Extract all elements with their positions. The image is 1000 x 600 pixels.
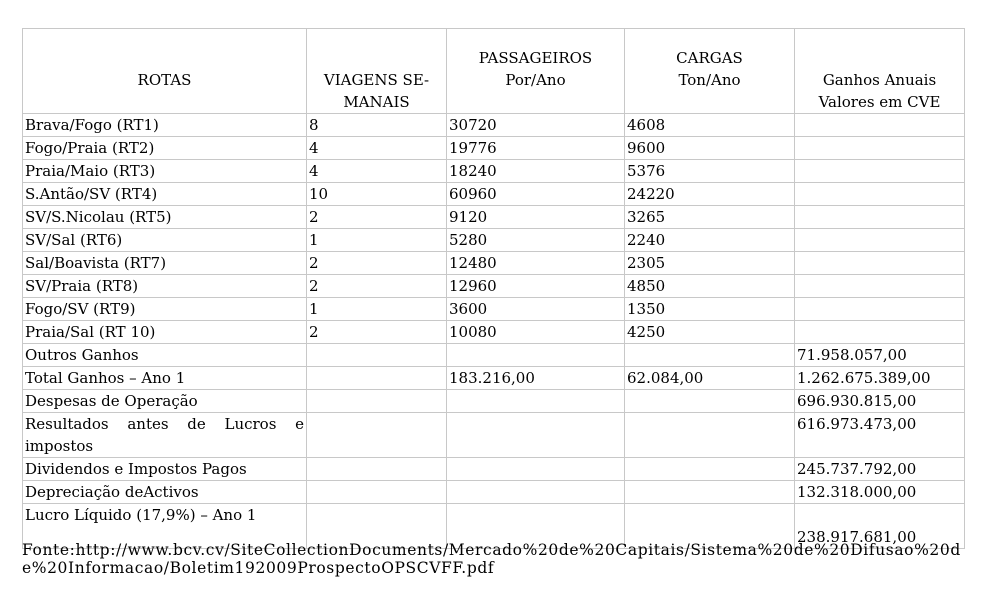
- cell-viagens: 2: [307, 321, 447, 344]
- cell-passageiros: 9120: [447, 206, 625, 229]
- cell-cargas: [625, 481, 795, 504]
- cell-viagens: [307, 458, 447, 481]
- cell-passageiros: 183.216,00: [447, 367, 625, 390]
- cell-ganhos: [795, 275, 965, 298]
- cell-rota: S.Antão/SV (RT4): [23, 183, 307, 206]
- cell-passageiros: [447, 344, 625, 367]
- table-row: [23, 183, 965, 206]
- cell-rota: SV/Sal (RT6): [23, 229, 307, 252]
- source-citation: Fonte:http://www.bcv.cv/SiteCollectionDocuments/Mercado%20de%20Capitais/Sistema%20de%20Difusao%20de%20Informacao/Boletim192009ProspectoOPSCVFF.pdf: [22, 541, 961, 577]
- cell-rota: Sal/Boavista (RT7): [23, 252, 307, 275]
- cell-rota: SV/Praia (RT8): [23, 275, 307, 298]
- cell-viagens: 1: [307, 229, 447, 252]
- cell-rota: Total Ganhos – Ano 1: [23, 367, 307, 390]
- header-rotas: ROTAS: [23, 29, 307, 114]
- cell-rota: Lucro Líquido (17,9%) – Ano 1: [23, 504, 307, 549]
- cell-viagens: 2: [307, 206, 447, 229]
- cell-cargas: 62.084,00: [625, 367, 795, 390]
- cell-ganhos: [795, 137, 965, 160]
- table-row: [23, 206, 965, 229]
- cell-viagens: 2: [307, 275, 447, 298]
- cell-ganhos: 1.262.675.389,00: [795, 367, 965, 390]
- cell-viagens: [307, 367, 447, 390]
- cell-rota: Fogo/Praia (RT2): [23, 137, 307, 160]
- header-passageiros: PASSAGEIROS Por/Ano: [447, 29, 625, 114]
- cell-viagens: 8: [307, 114, 447, 137]
- cell-cargas: 5376: [625, 160, 795, 183]
- cell-cargas: [625, 390, 795, 413]
- cell-ganhos: 132.318.000,00: [795, 481, 965, 504]
- cell-viagens: 4: [307, 137, 447, 160]
- cell-ganhos: [795, 183, 965, 206]
- table-row: [23, 413, 965, 458]
- cell-cargas: [625, 458, 795, 481]
- cell-cargas: 24220: [625, 183, 795, 206]
- cell-cargas: [625, 344, 795, 367]
- cell-ganhos: [795, 206, 965, 229]
- routes-table: [22, 28, 965, 549]
- cell-viagens: [307, 481, 447, 504]
- cell-ganhos: [795, 229, 965, 252]
- cell-rota: Dividendos e Impostos Pagos: [23, 458, 307, 481]
- header-ganhos: Ganhos Anuais Valores em CVE: [795, 29, 965, 114]
- cell-ganhos: [795, 114, 965, 137]
- cell-ganhos: 71.958.057,00: [795, 344, 965, 367]
- cell-cargas: 9600: [625, 137, 795, 160]
- table-row: [23, 137, 965, 160]
- cell-passageiros: 12480: [447, 252, 625, 275]
- cell-ganhos: [795, 298, 965, 321]
- cell-rota: Despesas de Operação: [23, 390, 307, 413]
- cell-passageiros: 30720: [447, 114, 625, 137]
- cell-cargas: 4250: [625, 321, 795, 344]
- cell-cargas: 2305: [625, 252, 795, 275]
- cell-passageiros: 19776: [447, 137, 625, 160]
- table-row: [23, 390, 965, 413]
- header-row: [23, 29, 965, 114]
- cell-passageiros: [447, 390, 625, 413]
- cell-ganhos: 616.973.473,00: [795, 413, 965, 458]
- cell-passageiros: 18240: [447, 160, 625, 183]
- cell-viagens: 1: [307, 298, 447, 321]
- cell-ganhos: [795, 321, 965, 344]
- cell-cargas: 2240: [625, 229, 795, 252]
- table-row: [23, 229, 965, 252]
- cell-viagens: [307, 390, 447, 413]
- table-row: [23, 458, 965, 481]
- table-row: [23, 298, 965, 321]
- table-row: [23, 321, 965, 344]
- table-row: [23, 481, 965, 504]
- cell-cargas: 4850: [625, 275, 795, 298]
- header-cargas: CARGAS Ton/Ano: [625, 29, 795, 114]
- cell-passageiros: 12960: [447, 275, 625, 298]
- cell-ganhos: 696.930.815,00: [795, 390, 965, 413]
- cell-rota: Fogo/SV (RT9): [23, 298, 307, 321]
- cell-viagens: 2: [307, 252, 447, 275]
- cell-viagens: 4: [307, 160, 447, 183]
- cell-viagens: [307, 344, 447, 367]
- cell-cargas: [625, 413, 795, 458]
- cell-ganhos: [795, 160, 965, 183]
- cell-viagens: [307, 413, 447, 458]
- cell-passageiros: [447, 413, 625, 458]
- cell-passageiros: 3600: [447, 298, 625, 321]
- cell-viagens: 10: [307, 183, 447, 206]
- table-row: [23, 275, 965, 298]
- cell-passageiros: 60960: [447, 183, 625, 206]
- cell-cargas: 1350: [625, 298, 795, 321]
- cell-cargas: 4608: [625, 114, 795, 137]
- cell-passageiros: [447, 458, 625, 481]
- cell-ganhos: 238.917.681,00: [795, 504, 965, 549]
- table-row: [23, 344, 965, 367]
- cell-rota: Praia/Maio (RT3): [23, 160, 307, 183]
- cell-rota: Resultados antes de Lucros e impostos: [23, 413, 307, 458]
- table-row: [23, 367, 965, 390]
- cell-passageiros: 10080: [447, 321, 625, 344]
- cell-passageiros: [447, 481, 625, 504]
- cell-rota: Depreciação deActivos: [23, 481, 307, 504]
- header-viagens: VIAGENS SE-MANAIS: [307, 29, 447, 114]
- cell-ganhos: 245.737.792,00: [795, 458, 965, 481]
- cell-passageiros: 5280: [447, 229, 625, 252]
- table-row: [23, 114, 965, 137]
- cell-rota: Outros Ganhos: [23, 344, 307, 367]
- cell-rota: Praia/Sal (RT 10): [23, 321, 307, 344]
- table-row: [23, 252, 965, 275]
- table-row: [23, 160, 965, 183]
- cell-rota: Brava/Fogo (RT1): [23, 114, 307, 137]
- cell-cargas: 3265: [625, 206, 795, 229]
- cell-ganhos: [795, 252, 965, 275]
- cell-rota: SV/S.Nicolau (RT5): [23, 206, 307, 229]
